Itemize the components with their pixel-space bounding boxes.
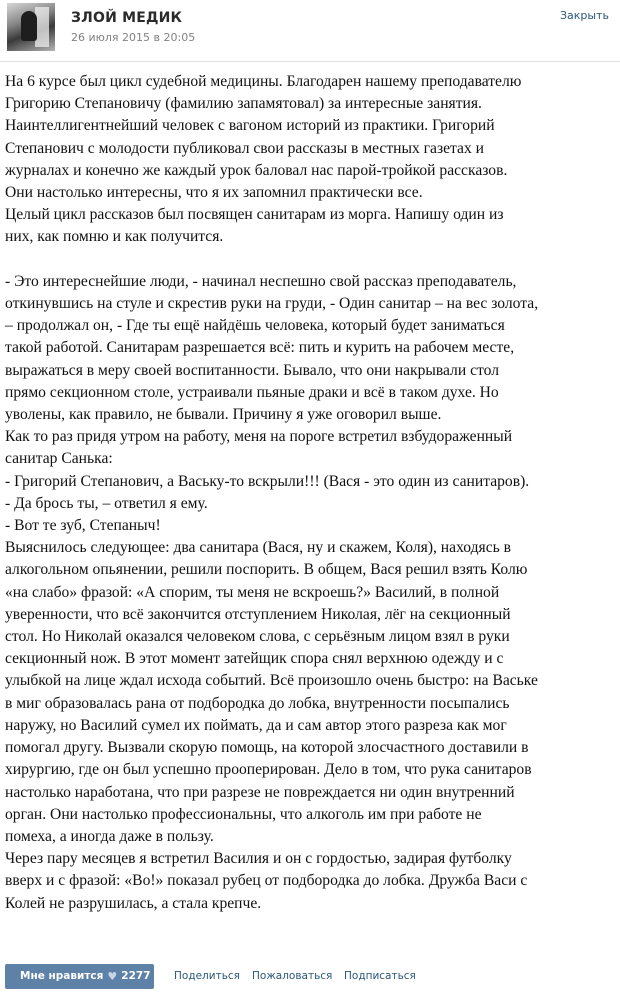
post-date[interactable]: 26 июля 2015 в 20:05 bbox=[71, 31, 196, 44]
like-button-label: Мне нравится bbox=[20, 970, 104, 982]
like-count: 2277 bbox=[121, 970, 151, 982]
post-text: На 6 курсе был цикл судебной медицины. Благодарен нашему преподавателю Григорию Степановичу (фамилию запамятовал) за интересные занятия. Наинтеллигентнейший человек с вагоном историй из практики. Григорий Степанович с молодости публиковал свои рассказы в местных газетах и журналах и конечно же каждый урок баловал нас парой-тройкой рассказов. Они настолько интересны, что я их запомнил практически все. Целый цикл рассказов был посвящен санитарам из морга. Напишу один из них, как помню и как получится. - Это интереснейшие люди, - начинал неспешно свой рассказ преподаватель, откинувшись на стуле и скрестив руки на груди, - Один санитар – на вес золота, – продолжал он, - Где ты ещё найдёшь человека, который будет заниматься такой работой. Санитарам разрешается всё: пить и курить на рабочем месте, выражаться в меру своей воспитанности. Бывало, что они накрывали стол прямо секционном столе, устраивали пьяные драки и всё в таком духе. Но уволены, как правило, не бывали. Причину я уже оговорил выше. Как то раз придя утром на работу, меня на пороге встретил взбудораженный санитар Санька: - Григорий Степанович, а Ваську-то вскрыли!!! (Вася - это один из санитаров). - Да брось ты, – ответил я ему. - Вот те зуб, Степаныч! Выяснилось следующее: два санитара (Вася, ну и скажем, Коля), находясь в алкогольном опьянении, решили поспорить. В общем, Вася решил взять Колю «на слабо» фразой: «А спорим, ты меня не вскроешь?» Василий, в полной уверенности, что всё закончится отступлением Николая, лёг на секционный стол. Но Николай оказался человеком слова, с серьёзным лицом взял в руки секционный нож. В этот момент затейщик спора снял верхнюю одежду и с улыбкой на лице ждал исхода событий. Всё произошло очень быстро: на Ваське в миг образовалась рана от подбородка до лобка, внутренности посыпались наружу, но Василий сумел их поймать, да и сам автор этого разреза как мог помогал другу. Вызвали скорую помощь, на которой злосчастного доставили в хирургию, где он был успешно прооперирован. Дело в том, что рука санитаров настолько наработана, что при разрезе не повреждается ни один внутренний орган. Они настолько профессиональны, что алкоголь им при работе не помеха, а иногда даже в пользу. Через пару месяцев я встретил Василия и он с гордостью, задирая футболку вверх и с фразой: «Во!» показал рубец от подбородка до лобка. Дружба Васи с Колей не разрушилась, а стала крепче. bbox=[5, 73, 539, 912]
post-header bbox=[0, 0, 620, 62]
report-link[interactable]: Пожаловаться bbox=[252, 970, 333, 982]
close-button[interactable]: Закрыть bbox=[560, 9, 609, 22]
avatar-image-figure bbox=[21, 11, 37, 41]
avatar[interactable] bbox=[7, 3, 55, 51]
like-button[interactable] bbox=[5, 964, 154, 989]
heart-icon: ♥ bbox=[107, 970, 118, 983]
subscribe-link[interactable]: Подписаться bbox=[344, 970, 416, 982]
group-name[interactable]: ЗЛОЙ МЕДИК bbox=[71, 10, 183, 26]
post-footer bbox=[0, 962, 620, 996]
share-link[interactable]: Поделиться bbox=[174, 970, 240, 982]
avatar-image-light bbox=[35, 7, 49, 47]
